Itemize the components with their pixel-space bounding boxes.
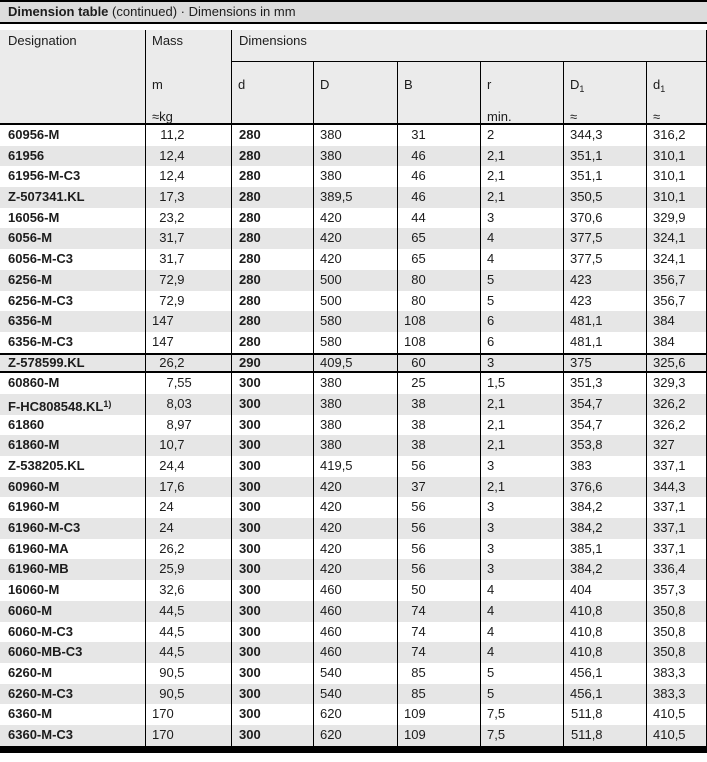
cell-D: 420 (313, 208, 397, 229)
cell-D1: 423 (563, 270, 646, 291)
cell-D: 420 (313, 249, 397, 270)
cell-D: 419,5 (313, 456, 397, 477)
cell-D: 540 (313, 684, 397, 705)
cell-designation: F-HC808548.KL$^{1)}$ (8, 398, 112, 414)
header-mass-symbol: m (152, 77, 163, 92)
cell-designation: 16056-M (8, 209, 60, 225)
cell-D: 620 (313, 704, 397, 725)
cell-r: 3 (480, 559, 563, 580)
cell-designation: 6256-M (8, 271, 53, 287)
cell-d: 300 (231, 580, 313, 601)
cell-mass: 12,4 (145, 166, 231, 187)
cell-B: 46 (397, 146, 480, 167)
cell-D: 380 (313, 166, 397, 187)
cell-B: 108 (397, 311, 480, 332)
cell-B: 25 (397, 373, 480, 394)
cell-D1: 351,1 (563, 166, 646, 187)
cell-mass: 24 (145, 497, 231, 518)
header-dim-note: ≈ (653, 109, 661, 124)
table-row (0, 539, 706, 560)
cell-D: 420 (313, 497, 397, 518)
cell-r: 3 (480, 456, 563, 477)
cell-D1: 481,1 (563, 311, 646, 332)
cell-mass: 32,6 (145, 580, 231, 601)
cell-mass: 17,3 (145, 187, 231, 208)
table-row (0, 373, 706, 394)
cell-r: 3 (480, 497, 563, 518)
header-mass-label: Mass (152, 33, 184, 48)
table-row (0, 725, 706, 746)
cell-D1: 353,8 (563, 435, 646, 456)
cell-r: 2,1 (480, 435, 563, 456)
cell-D1: 370,6 (563, 208, 646, 229)
cell-mass: 44,5 (145, 642, 231, 663)
cell-D: 380 (313, 435, 397, 456)
cell-r: 2,1 (480, 477, 563, 498)
cell-designation: 6360-M-C3 (8, 726, 74, 742)
cell-mass: 24,4 (145, 456, 231, 477)
cell-D: 500 (313, 291, 397, 312)
table-row (0, 663, 706, 684)
cell-r: 2 (480, 125, 563, 146)
cell-D1: 354,7 (563, 415, 646, 436)
cell-designation: 6260-M-C3 (8, 685, 74, 701)
cell-mass: 25,9 (145, 559, 231, 580)
cell-designation: 61960-MA (8, 540, 69, 556)
cell-B: 56 (397, 456, 480, 477)
cell-d: 290 (231, 355, 313, 372)
cell-d: 280 (231, 249, 313, 270)
cell-designation: 61860 (8, 416, 45, 432)
cell-D1: 351,3 (563, 373, 646, 394)
cell-r: 4 (480, 622, 563, 643)
table-row (0, 704, 706, 725)
cell-d1: 336,4 (646, 559, 706, 580)
cell-r: 6 (480, 332, 563, 353)
table-row (0, 477, 706, 498)
cell-d: 300 (231, 663, 313, 684)
cell-d1: 324,1 (646, 228, 706, 249)
cell-r: 3 (480, 355, 563, 372)
cell-B: 60 (397, 355, 480, 372)
cell-D1: 410,8 (563, 601, 646, 622)
table-row (0, 435, 706, 456)
cell-d: 300 (231, 415, 313, 436)
table-row (0, 642, 706, 663)
cell-designation: 61960-MB (8, 561, 69, 577)
cell-B: 109 (397, 725, 480, 746)
cell-D: 460 (313, 601, 397, 622)
cell-r: 6 (480, 311, 563, 332)
cell-D1: 423 (563, 291, 646, 312)
cell-designation: 60860-M (8, 375, 60, 391)
bottom-rule (0, 746, 707, 753)
cell-d1: 356,7 (646, 270, 706, 291)
cell-mass: 147 (145, 311, 231, 332)
cell-B: 56 (397, 497, 480, 518)
cell-B: 85 (397, 684, 480, 705)
table-subtitle: (continued) · Dimensions in mm (108, 4, 296, 19)
cell-d: 300 (231, 684, 313, 705)
cell-D1: 384,2 (563, 518, 646, 539)
cell-r: 4 (480, 580, 563, 601)
cell-d: 280 (231, 187, 313, 208)
cell-d: 300 (231, 642, 313, 663)
cell-r: 3 (480, 539, 563, 560)
cell-d1: 357,3 (646, 580, 706, 601)
cell-D: 380 (313, 146, 397, 167)
cell-d1: 356,7 (646, 291, 706, 312)
cell-D1: 384,2 (563, 497, 646, 518)
header-dim-note: ≈ (570, 109, 578, 124)
cell-d1: 337,1 (646, 456, 706, 477)
cell-d1: 384 (646, 332, 706, 353)
table-row (0, 601, 706, 622)
cell-D: 580 (313, 332, 397, 353)
cell-D1: 511,8 (563, 704, 646, 725)
table-row (0, 228, 706, 249)
cell-D: 380 (313, 415, 397, 436)
cell-B: 38 (397, 394, 480, 415)
cell-r: 2,1 (480, 187, 563, 208)
cell-d: 300 (231, 704, 313, 725)
cell-mass: 44,5 (145, 601, 231, 622)
table-row (0, 456, 706, 477)
cell-D1: 384,2 (563, 559, 646, 580)
cell-r: 3 (480, 208, 563, 229)
table-row (0, 580, 706, 601)
cell-B: 65 (397, 249, 480, 270)
cell-r: 2,1 (480, 166, 563, 187)
cell-D1: 511,8 (563, 725, 646, 746)
cell-D1: 410,8 (563, 642, 646, 663)
table-row (0, 291, 706, 312)
cell-designation: 6360-M (8, 706, 53, 722)
cell-d: 280 (231, 291, 313, 312)
cell-B: 46 (397, 166, 480, 187)
cell-B: 37 (397, 477, 480, 498)
cell-D1: 377,5 (563, 228, 646, 249)
cell-D: 540 (313, 663, 397, 684)
cell-B: 50 (397, 580, 480, 601)
cell-D1: 404 (563, 580, 646, 601)
cell-B: 31 (397, 125, 480, 146)
cell-r: 4 (480, 601, 563, 622)
table-row (0, 187, 706, 208)
header-dim-d1: $d_1$ ≈ (646, 62, 706, 123)
cell-B: 56 (397, 518, 480, 539)
cell-B: 56 (397, 539, 480, 560)
cell-designation: 60960-M (8, 478, 60, 494)
cell-designation: 60956-M (8, 127, 60, 142)
header-dim-d1: $D_1$ ≈ (563, 62, 646, 123)
cell-D1: 456,1 (563, 684, 646, 705)
cell-d1: 383,3 (646, 663, 706, 684)
cell-d1: 326,2 (646, 394, 706, 415)
cell-D: 380 (313, 394, 397, 415)
cell-d: 300 (231, 539, 313, 560)
cell-r: 2,1 (480, 146, 563, 167)
cell-designation: 6060-MB-C3 (8, 644, 83, 660)
cell-designation: 61956 (8, 147, 45, 163)
table-body (0, 125, 706, 746)
table-title: Dimension table (8, 4, 109, 19)
dimension-table (0, 30, 707, 746)
cell-B: 38 (397, 415, 480, 436)
table-row (0, 166, 706, 187)
cell-designation: 6356-M-C3 (8, 333, 74, 349)
cell-mass: 31,7 (145, 228, 231, 249)
cell-mass: 90,5 (145, 684, 231, 705)
header-dim-d: d (231, 62, 313, 123)
cell-D: 389,5 (313, 187, 397, 208)
cell-d1: 326,2 (646, 415, 706, 436)
cell-d: 300 (231, 559, 313, 580)
table-row (0, 125, 706, 146)
header-dim-b: B (397, 62, 480, 123)
header-dim-r: r min. (480, 62, 563, 123)
cell-mass: 7,55 (145, 373, 231, 394)
cell-r: 2,1 (480, 415, 563, 436)
cell-D1: 344,3 (563, 125, 646, 146)
cell-D1: 383 (563, 456, 646, 477)
cell-d1: 337,1 (646, 497, 706, 518)
table-row (0, 415, 706, 436)
cell-d: 300 (231, 456, 313, 477)
cell-D: 460 (313, 642, 397, 663)
cell-mass: 170 (145, 704, 231, 725)
cell-mass: 12,4 (145, 146, 231, 167)
cell-d: 280 (231, 208, 313, 229)
cell-B: 85 (397, 663, 480, 684)
cell-designation: 61960-M (8, 499, 60, 515)
cell-B: 74 (397, 622, 480, 643)
cell-r: 7,5 (480, 725, 563, 746)
cell-mass: 90,5 (145, 663, 231, 684)
cell-mass: 72,9 (145, 270, 231, 291)
cell-mass: 23,2 (145, 208, 231, 229)
cell-designation: Z-578599.KL (8, 354, 85, 370)
cell-designation: 6056-M-C3 (8, 251, 74, 267)
table-row (0, 684, 706, 705)
cell-mass: 31,7 (145, 249, 231, 270)
cell-d: 300 (231, 435, 313, 456)
cell-d1: 337,1 (646, 539, 706, 560)
header-mass (145, 30, 231, 123)
cell-D: 409,5 (313, 355, 397, 372)
cell-d1: 350,8 (646, 622, 706, 643)
table-title-bar (0, 2, 707, 22)
header-mass-unit: ≈kg (152, 109, 173, 124)
cell-designation: 6056-M (8, 230, 53, 246)
cell-d: 300 (231, 622, 313, 643)
cell-D: 420 (313, 228, 397, 249)
cell-B: 38 (397, 435, 480, 456)
cell-designation: 6060-M-C3 (8, 623, 74, 639)
cell-d1: 337,1 (646, 518, 706, 539)
cell-designation: 6060-M (8, 602, 53, 618)
cell-mass: 26,2 (145, 539, 231, 560)
cell-D1: 385,1 (563, 539, 646, 560)
table-row (0, 497, 706, 518)
table-row (0, 249, 706, 270)
cell-designation: 6256-M-C3 (8, 292, 74, 308)
cell-B: 109 (397, 704, 480, 725)
cell-d: 300 (231, 394, 313, 415)
header-designation: Designation (8, 33, 77, 48)
cell-D1: 481,1 (563, 332, 646, 353)
cell-mass: 147 (145, 332, 231, 353)
cell-d: 300 (231, 725, 313, 746)
cell-r: 3 (480, 518, 563, 539)
cell-B: 80 (397, 291, 480, 312)
table-row (0, 146, 706, 167)
cell-mass: 10,7 (145, 435, 231, 456)
cell-D1: 351,1 (563, 146, 646, 167)
cell-d: 300 (231, 601, 313, 622)
cell-designation: 6260-M (8, 664, 53, 680)
cell-D: 420 (313, 477, 397, 498)
table-header (0, 30, 706, 125)
cell-d1: 329,3 (646, 373, 706, 394)
cell-d1: 384 (646, 311, 706, 332)
cell-B: 44 (397, 208, 480, 229)
cell-designation: 6356-M (8, 313, 53, 329)
cell-D: 620 (313, 725, 397, 746)
cell-B: 74 (397, 601, 480, 622)
cell-D1: 410,8 (563, 622, 646, 643)
cell-d1: 310,1 (646, 166, 706, 187)
table-row (0, 353, 706, 374)
cell-D1: 377,5 (563, 249, 646, 270)
cell-r: 5 (480, 270, 563, 291)
cell-designation: 16060-M (8, 582, 60, 598)
cell-D: 420 (313, 518, 397, 539)
cell-D1: 376,6 (563, 477, 646, 498)
cell-d1: 329,9 (646, 208, 706, 229)
table-row (0, 208, 706, 229)
cell-r: 5 (480, 291, 563, 312)
cell-d1: 344,3 (646, 477, 706, 498)
cell-d1: 350,8 (646, 642, 706, 663)
cell-r: 5 (480, 663, 563, 684)
cell-mass: 8,97 (145, 415, 231, 436)
table-row (0, 518, 706, 539)
cell-d1: 410,5 (646, 704, 706, 725)
cell-r: 4 (480, 249, 563, 270)
cell-d1: 310,1 (646, 146, 706, 167)
cell-d: 280 (231, 166, 313, 187)
cell-mass: 17,6 (145, 477, 231, 498)
cell-B: 74 (397, 642, 480, 663)
cell-d1: 325,6 (646, 355, 706, 372)
cell-d1: 327 (646, 435, 706, 456)
cell-D: 420 (313, 539, 397, 560)
cell-D1: 375 (563, 355, 646, 372)
cell-d: 280 (231, 270, 313, 291)
cell-designation: Z-538205.KL (8, 458, 85, 473)
cell-D: 460 (313, 580, 397, 601)
header-dimensions: Dimensions (231, 30, 706, 62)
cell-d1: 410,5 (646, 725, 706, 746)
cell-d: 280 (231, 311, 313, 332)
cell-r: 7,5 (480, 704, 563, 725)
cell-B: 56 (397, 559, 480, 580)
cell-r: 4 (480, 228, 563, 249)
cell-D: 420 (313, 559, 397, 580)
cell-mass: 44,5 (145, 622, 231, 643)
cell-D: 500 (313, 270, 397, 291)
cell-D: 580 (313, 311, 397, 332)
cell-d1: 350,8 (646, 601, 706, 622)
cell-d: 280 (231, 332, 313, 353)
cell-r: 5 (480, 684, 563, 705)
cell-d1: 310,1 (646, 187, 706, 208)
cell-d: 300 (231, 477, 313, 498)
table-row (0, 270, 706, 291)
cell-B: 65 (397, 228, 480, 249)
cell-mass: 170 (145, 725, 231, 746)
cell-d: 280 (231, 125, 313, 146)
cell-d: 300 (231, 497, 313, 518)
cell-d1: 316,2 (646, 125, 706, 146)
cell-designation: 61960-M-C3 (8, 520, 81, 536)
header-dim-note: min. (487, 109, 512, 124)
cell-D: 380 (313, 125, 397, 146)
cell-D1: 354,7 (563, 394, 646, 415)
cell-B: 46 (397, 187, 480, 208)
table-row (0, 559, 706, 580)
cell-D1: 350,5 (563, 187, 646, 208)
table-row (0, 394, 706, 415)
cell-designation: Z-507341.KL (8, 189, 85, 205)
cell-B: 108 (397, 332, 480, 353)
cell-d1: 383,3 (646, 684, 706, 705)
header-dim-d: D (313, 62, 397, 123)
table-row (0, 332, 706, 353)
cell-B: 80 (397, 270, 480, 291)
cell-d1: 324,1 (646, 249, 706, 270)
cell-designation: 61956-M-C3 (8, 168, 81, 184)
cell-mass: 72,9 (145, 291, 231, 312)
table-row (0, 622, 706, 643)
cell-r: 1,5 (480, 373, 563, 394)
cell-d: 280 (231, 228, 313, 249)
cell-mass: 26,2 (145, 355, 231, 372)
cell-designation: 61860-M (8, 437, 60, 453)
cell-mass: 24 (145, 518, 231, 539)
cell-r: 4 (480, 642, 563, 663)
cell-d: 280 (231, 146, 313, 167)
footnote-marker: 1) (103, 398, 112, 409)
cell-D: 460 (313, 622, 397, 643)
cell-d: 300 (231, 373, 313, 394)
cell-mass: 8,03 (145, 394, 231, 415)
cell-D: 380 (313, 373, 397, 394)
cell-mass: 11,2 (145, 125, 231, 146)
cell-D1: 456,1 (563, 663, 646, 684)
cell-d: 300 (231, 518, 313, 539)
cell-r: 2,1 (480, 394, 563, 415)
table-row (0, 311, 706, 332)
